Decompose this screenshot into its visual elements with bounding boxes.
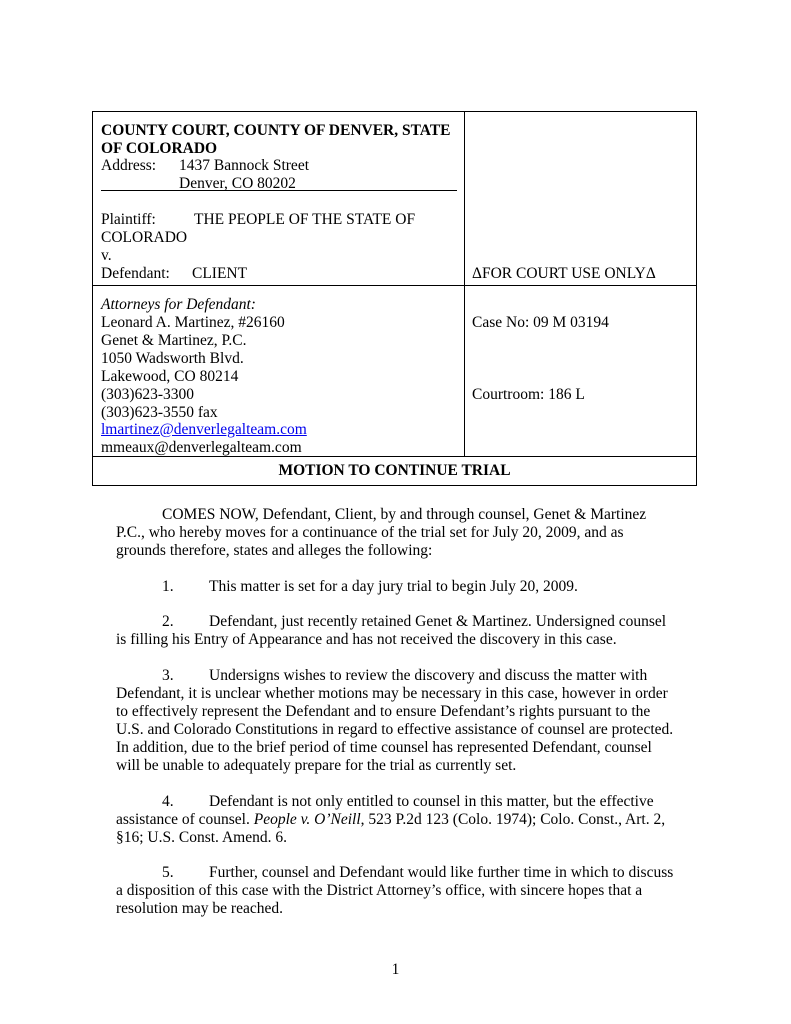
motion-title: MOTION TO CONTINUE TRIAL — [278, 462, 511, 479]
court-name-line2: OF COLORADO — [101, 140, 218, 157]
attorney-line: 1050 Wadsworth Blvd. — [101, 350, 244, 367]
page-number: 1 — [391, 961, 400, 978]
plaintiff-label: Plaintiff: — [101, 211, 156, 228]
defendant-name: CLIENT — [192, 265, 248, 282]
caption-attorney-row — [93, 286, 696, 457]
address-line2: Denver, CO 80202 — [179, 175, 296, 192]
paragraph-4-line: Defendant is not only entitled to counsel in this matter, but the effective — [209, 793, 654, 810]
address-label: Address: — [101, 157, 157, 174]
paragraph-3-line: Undersigns wishes to review the discovery and discuss the matter with — [209, 667, 648, 684]
case-citation: People v. O’Neill — [253, 811, 361, 828]
paragraph-number: 5. — [162, 864, 174, 881]
courtroom: Courtroom: 186 L — [472, 386, 585, 403]
address-line1: 1437 Bannock Street — [179, 157, 310, 174]
attorney-line: Genet & Martinez, P.C. — [101, 332, 247, 349]
paragraph-2-line: is filling his Entry of Appearance and has not received the discovery in this case. — [116, 631, 617, 648]
paragraph-3-line: In addition, due to the brief period of time counsel has represented Defendant, counsel — [116, 739, 652, 756]
caption-divider — [464, 112, 465, 457]
court-use-only: ΔFOR COURT USE ONLYΔ — [472, 265, 656, 282]
versus: v. — [101, 247, 112, 264]
plaintiff-line2: COLORADO — [101, 229, 188, 246]
email-link[interactable]: lmartinez@denverlegalteam.com — [101, 421, 307, 438]
attorney-line: (303)623-3300 — [101, 386, 194, 403]
court-name-line1: COUNTY COURT, COUNTY OF DENVER, STATE — [101, 122, 451, 139]
paragraph-4-line: §16; U.S. Const. Amend. 6. — [116, 829, 287, 846]
paragraph-4-text: , 523 P.2d 123 (Colo. 1974); Colo. Const., Art. 2, — [360, 811, 666, 828]
address-underline — [101, 190, 457, 191]
paragraph-3-line: to effectively represent the Defendant and to ensure Defendant’s rights pursuant to the — [116, 703, 651, 720]
intro-line: COMES NOW, Defendant, Client, by and through counsel, Genet & Martinez — [162, 506, 647, 523]
paragraph-3-line: Defendant, it is unclear whether motions may be necessary in this case, however in order — [116, 685, 668, 702]
paragraph-5-line: resolution may be reached. — [116, 900, 283, 917]
caption-court-row — [93, 112, 696, 286]
paragraph-5-line: a disposition of this case with the District Attorney’s office, with sincere hopes that a — [116, 882, 643, 899]
defendant-label: Defendant: — [101, 265, 170, 282]
intro-line: grounds therefore, states and alleges the following: — [116, 542, 433, 559]
intro-line: P.C., who hereby moves for a continuance of the trial set for July 20, 2009, and as — [116, 524, 624, 541]
attorney-line: Leonard A. Martinez, #26160 — [101, 314, 285, 331]
paragraph-number: 2. — [162, 613, 174, 630]
attorneys-heading: Attorneys for Defendant: — [101, 296, 256, 313]
paragraph-1-line: This matter is set for a day jury trial to begin July 20, 2009. — [209, 578, 578, 595]
paragraph-2-line: Defendant, just recently retained Genet & Martinez. Undersigned counsel — [209, 613, 667, 630]
paragraph-4-line — [116, 811, 665, 829]
paragraph-3-line: will be unable to adequately prepare for the trial as currently set. — [116, 757, 517, 774]
paragraph-number: 1. — [162, 578, 174, 595]
paragraph-4-text: assistance of counsel. — [116, 811, 254, 828]
paragraph-number: 3. — [162, 667, 174, 684]
paragraph-number: 4. — [162, 793, 174, 810]
attorney-line: (303)623-3550 fax — [101, 404, 218, 421]
case-caption — [92, 111, 697, 486]
paragraph-3-line: U.S. and Colorado Constitutions in regard to effective assistance of counsel are protected. — [116, 721, 674, 738]
case-number: Case No: 09 M 03194 — [472, 314, 609, 331]
paragraph-5-line: Further, counsel and Defendant would like further time in which to discuss — [209, 864, 674, 881]
attorney-line: Lakewood, CO 80214 — [101, 368, 239, 385]
plaintiff-line1: THE PEOPLE OF THE STATE OF — [194, 211, 416, 228]
email-plain: mmeaux@denverlegalteam.com — [101, 439, 302, 456]
